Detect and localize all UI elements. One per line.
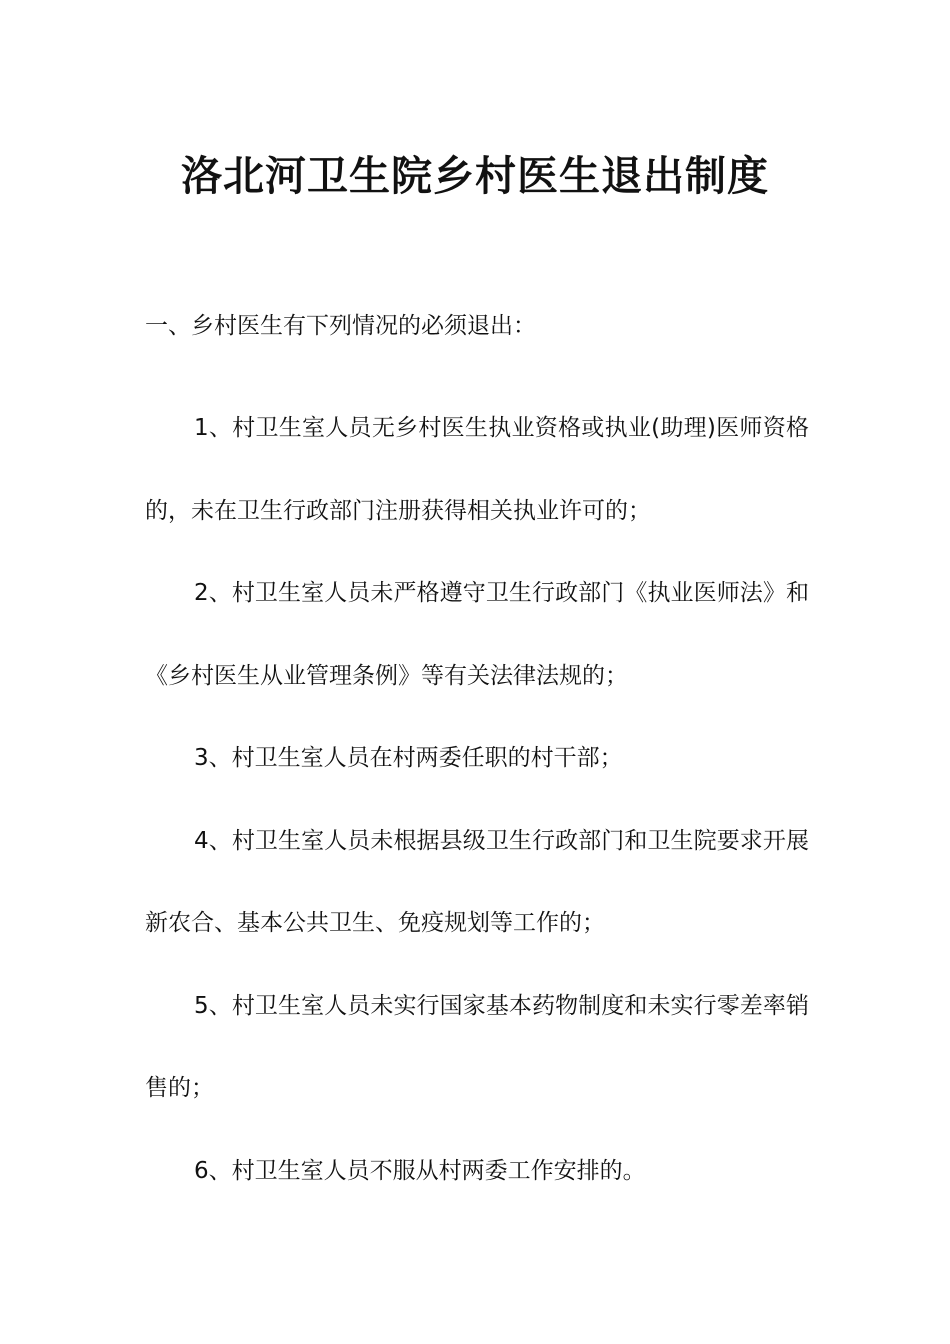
- exit-conditions-list: [145, 387, 809, 1212]
- list-item-3: 3、村卫生室人员在村两委任职的村干部；: [194, 745, 623, 771]
- list-item-1: 1、村卫生室人员无乡村医生执业资格或执业(助理)医师资格的，未在卫生行政部门注册获得相关执业许可的；: [145, 415, 809, 524]
- list-item-6: 6、村卫生室人员不服从村两委工作安排的。: [194, 1157, 646, 1184]
- list-item-2: 2、村卫生室人员未严格遵守卫生行政部门《执业医师法》和《乡村医生从业管理条例》等有关法律法规的；: [145, 580, 809, 689]
- list-item-4: 4、村卫生室人员未根据县级卫生行政部门和卫生院要求开展新农合、基本公共卫生、免疫规划等工作的；: [145, 827, 809, 936]
- document-title: 洛北河卫生院乡村医生退出制度: [181, 152, 769, 200]
- section-heading: 一、乡村医生有下列情况的必须退出：: [145, 313, 536, 339]
- list-item-5: 5、村卫生室人员未实行国家基本药物制度和未实行零差率销售的；: [145, 992, 809, 1101]
